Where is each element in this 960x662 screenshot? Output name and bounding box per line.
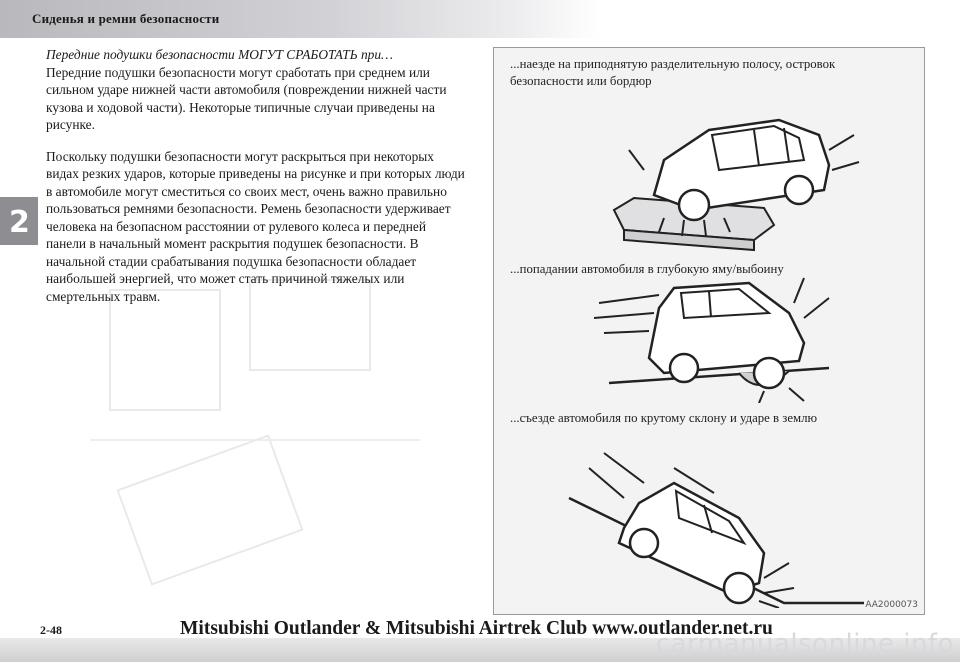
car-over-curb-illustration bbox=[604, 90, 864, 260]
caption-curb-impact: ...наезде на приподнятую разделительную полосу, островок безопасности или бордюр bbox=[510, 57, 836, 88]
club-footer-link[interactable]: Mitsubishi Outlander & Mitsubishi Airtrek Club www.outlander.net.ru bbox=[180, 618, 773, 639]
page-number: 2-48 bbox=[40, 623, 62, 637]
caption-pothole: ...попадании автомобиля в глубокую яму/выбоину bbox=[510, 262, 784, 276]
caption-steep-slope: ...съезде автомобиля по крутому склону и ударе в землю bbox=[510, 411, 818, 425]
paragraph-seatbelt-warning: Поскольку подушки безопасности могут раскрыться при некоторых видах резких ударов, которые приведены на рисунке и при которых люди в автомобиле могут сместиться со своих мест, очень важно правильно пользоваться ремнями безопасности. Ремень безопасности удерживает человека на безопасном расстоянии от рулевого колеса и передней панели в начальный момент раскрытия подушек безопасности. В начальной стадии срабатывания подушка безопасности обладает наибольшей энергией, что может стать причиной тяжелых или смертельных травм. bbox=[46, 148, 465, 304]
section-title: Сиденья и ремни безопасности bbox=[32, 11, 220, 26]
body-text bbox=[46, 46, 466, 305]
figure-code: AA2000073 bbox=[865, 600, 918, 610]
car-in-pothole-illustration bbox=[589, 273, 849, 403]
illustration-panel bbox=[493, 47, 925, 615]
site-watermark: carmanualsonline.info bbox=[655, 629, 954, 659]
bleed-through-drawing bbox=[90, 270, 420, 600]
lead-heading: Передние подушки безопасности МОГУТ СРАБОТАТЬ при… bbox=[46, 47, 393, 62]
header-band bbox=[0, 0, 600, 38]
chapter-number: 2 bbox=[9, 205, 30, 240]
paragraph-deployment-cases: Передние подушки безопасности могут сработать при среднем или сильном ударе нижней части автомобиля (повреждении нижней части кузова и ходовой части). Некоторые типичные случаи приведены на рисунке. bbox=[46, 64, 447, 132]
chapter-tab bbox=[0, 197, 38, 245]
car-down-slope-illustration bbox=[564, 443, 864, 608]
